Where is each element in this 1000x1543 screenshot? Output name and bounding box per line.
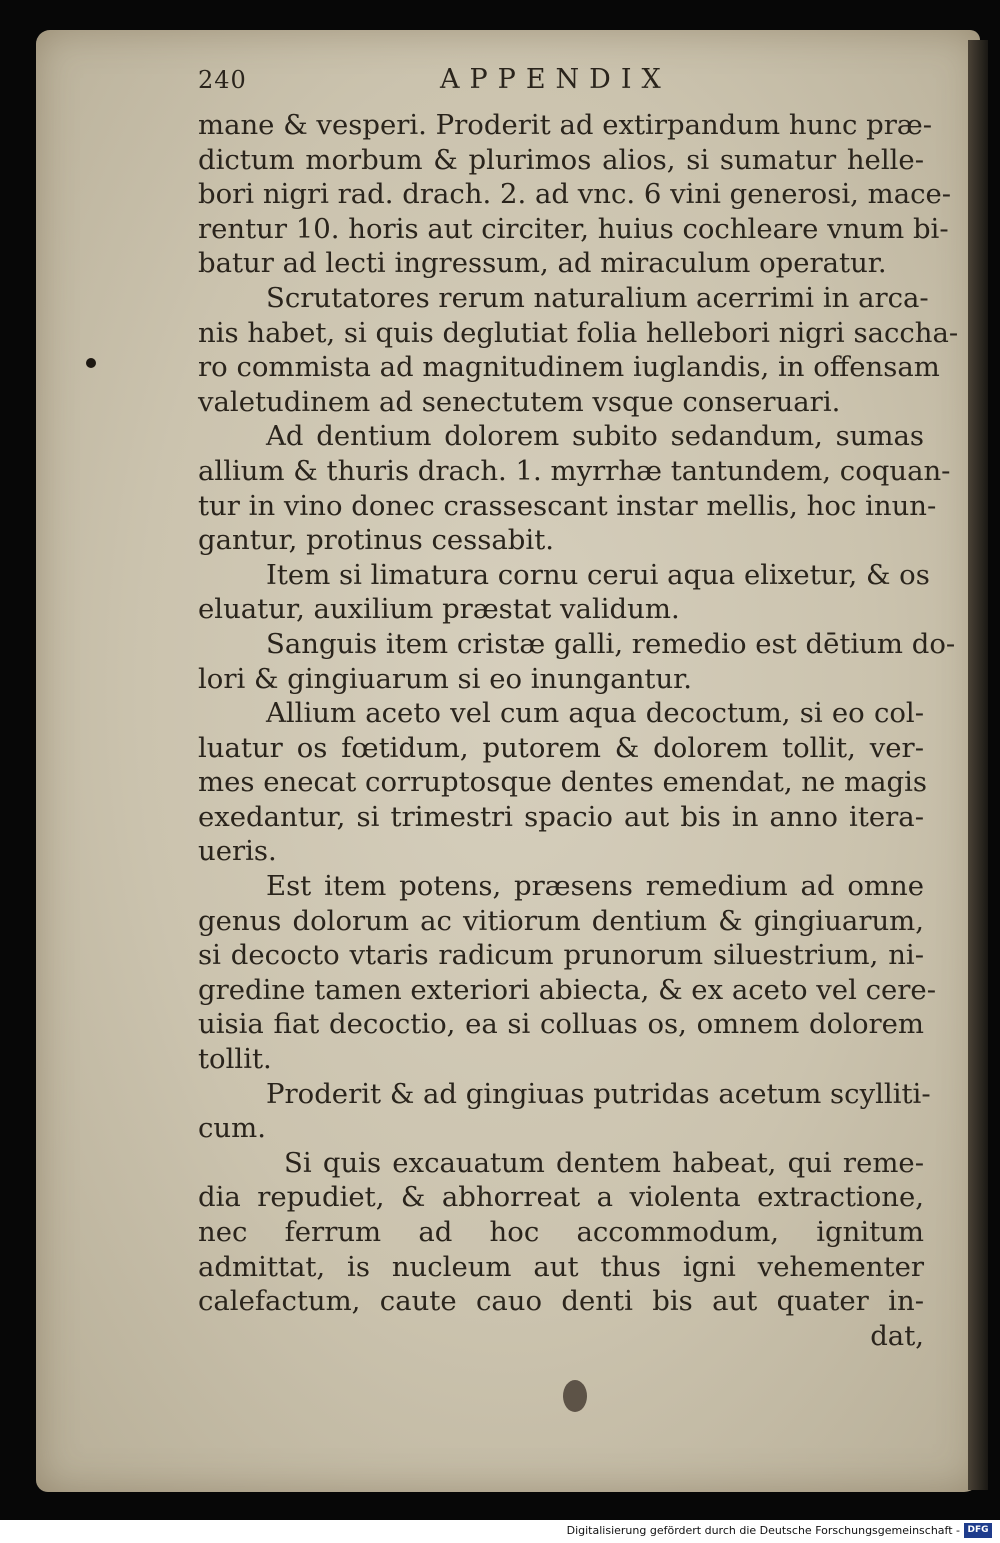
text-line: Item si limatura cornu cerui aqua elixetur, & os bbox=[266, 558, 930, 591]
text-line: mane & vesperi. Proderit ad extirpandum hunc præ- bbox=[198, 109, 932, 141]
body-text bbox=[198, 108, 959, 1353]
text-line: uisia fiat decoctio, ea si colluas os, omnem dolorem bbox=[198, 1008, 924, 1041]
page-text bbox=[198, 62, 959, 1353]
text-line: genus dolorum ac vitiorum dentium & gingiuarum, bbox=[198, 904, 924, 937]
page-header bbox=[198, 62, 924, 108]
text-line: calefactum, caute cauo denti bis aut quater in- bbox=[198, 1285, 924, 1318]
text-line: gredine tamen exteriori abiecta, & ex aceto vel cere- bbox=[198, 973, 936, 1006]
text-line: Est item potens, præsens remedium ad omne bbox=[266, 870, 924, 903]
text-line: Si quis excauatum dentem habeat, qui reme- bbox=[284, 1146, 924, 1179]
text-line: lori & gingiuarum si eo inungantur. bbox=[198, 662, 693, 695]
text-line: dictum morbum & plurimos alios, si sumatur helle- bbox=[198, 143, 924, 176]
text-line: luatur os fœtidum, putorem & dolorem tollit, ver- bbox=[198, 731, 924, 764]
page-number: 240 bbox=[198, 66, 247, 94]
text-line: dia repudiet, & abhorreat a violenta extractione, bbox=[198, 1181, 924, 1214]
text-line: admittat, is nucleum aut thus igni vehementer bbox=[198, 1250, 924, 1283]
text-line: exedantur, si trimestri spacio aut bis in anno itera- bbox=[198, 800, 924, 833]
text-line: gantur, protinus cessabit. bbox=[198, 524, 554, 557]
text-line: tur in vino donec crassescant instar mellis, hoc inun- bbox=[198, 489, 937, 522]
text-line: bori nigri rad. drach. 2. ad vnc. 6 vini generosi, mace- bbox=[198, 178, 952, 211]
running-head: APPENDIX bbox=[440, 64, 671, 95]
text-line: tollit. bbox=[198, 1043, 272, 1076]
text-line: Proderit & ad gingiuas putridas acetum scylliti- bbox=[266, 1077, 931, 1110]
text-line: Allium aceto vel cum aqua decoctum, si eo col- bbox=[266, 697, 924, 730]
text-line: Ad dentium dolorem subito sedandum, sumas bbox=[266, 420, 924, 453]
text-line: ro commista ad magnitudinem iuglandis, in offensam bbox=[198, 351, 940, 384]
text-line: allium & thuris drach. 1. myrrhæ tantundem, coquan- bbox=[198, 454, 951, 487]
footer-bar bbox=[0, 1520, 1000, 1543]
text-line: rentur 10. horis aut circiter, huius cochleare vnum bi- bbox=[198, 212, 949, 245]
text-line: Scrutatores rerum naturalium acerrimi in arca- bbox=[266, 281, 929, 314]
text-line: cum. bbox=[198, 1112, 266, 1145]
text-line: nis habet, si quis deglutiat folia hellebori nigri saccha- bbox=[198, 316, 959, 349]
text-line: batur ad lecti ingressum, ad miraculum operatur. bbox=[198, 247, 887, 280]
text-line: eluatur, auxilium præstat validum. bbox=[198, 593, 680, 626]
funding-notice: Digitalisierung gefördert durch die Deutsche Forschungsgemeinschaft - bbox=[566, 1524, 960, 1537]
text-line: ueris. bbox=[198, 835, 277, 868]
text-line: mes enecat corruptosque dentes emendat, ne magis bbox=[198, 766, 928, 799]
page-edge bbox=[968, 40, 988, 1490]
text-line: Sanguis item cristæ galli, remedio est dētium do- bbox=[266, 627, 956, 660]
text-line: nec ferrum ad hoc accommodum, ignitum bbox=[198, 1216, 924, 1248]
text-line: valetudinem ad senectutem vsque conseruari. bbox=[198, 385, 841, 418]
text-line: si decocto vtaris radicum prunorum siluestrium, ni- bbox=[198, 939, 924, 972]
ink-spot bbox=[86, 358, 96, 368]
ornament-mark bbox=[563, 1380, 587, 1412]
dfg-logo-icon: DFG bbox=[964, 1523, 992, 1538]
catchword: dat, bbox=[870, 1319, 924, 1352]
